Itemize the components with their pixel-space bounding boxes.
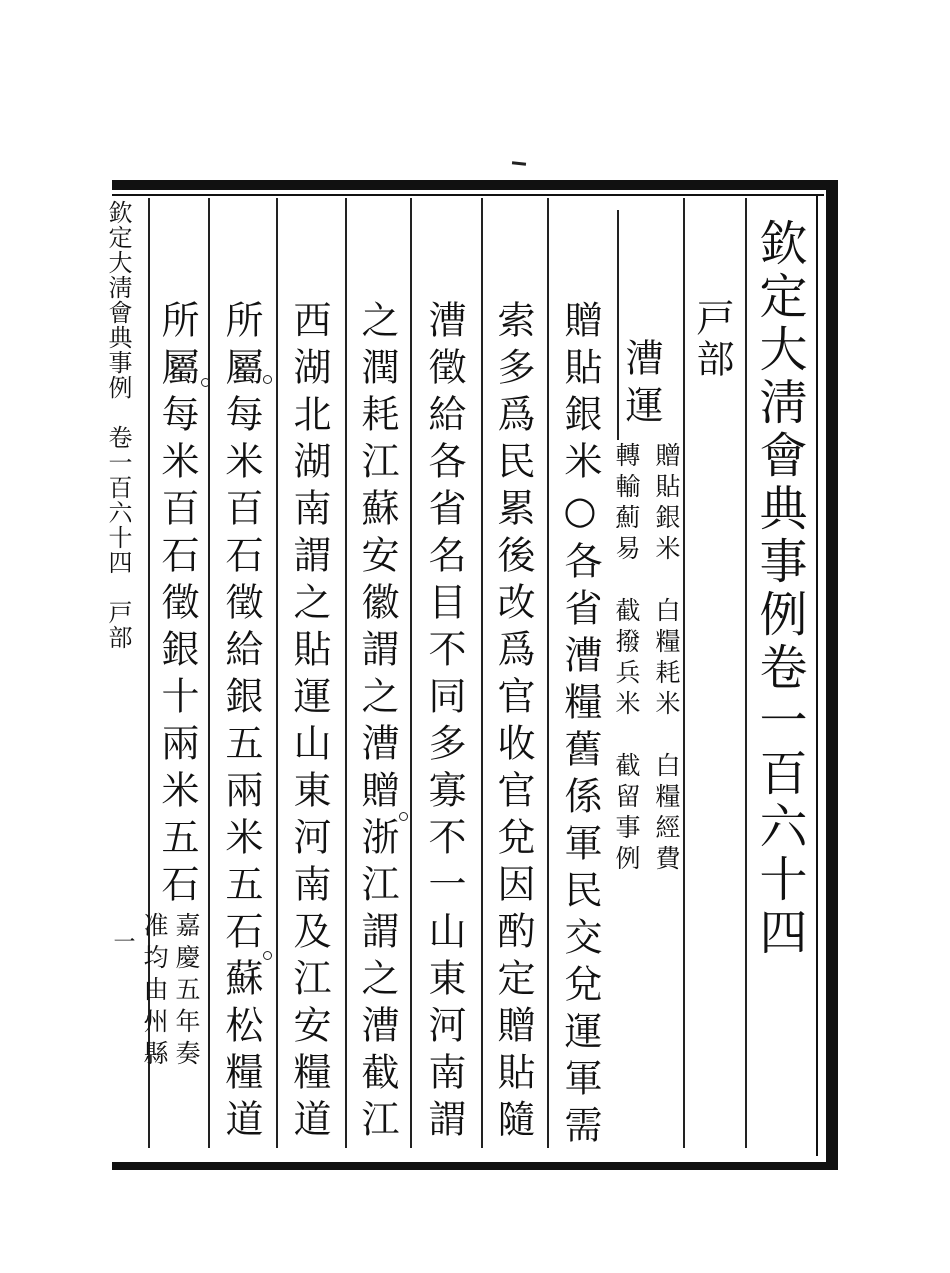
column-rule xyxy=(276,198,278,1148)
note-left: 准均由州縣 xyxy=(140,912,169,1072)
frame-top-inner-border xyxy=(112,194,824,196)
frame-right-border xyxy=(826,180,838,1170)
text-column-2: 索多爲民累後改爲官收官兌因酌定贈貼隨 xyxy=(491,300,535,1146)
note-right: 嘉慶五年奏 xyxy=(172,912,201,1072)
text-column-5: 西湖北湖南謂之貼運山東河南及江安糧道 xyxy=(287,300,331,1146)
heading-sub-left: 轉輸薊易 截撥兵米 截留事例 xyxy=(612,442,641,876)
punctuation-circle xyxy=(263,375,272,384)
punctuation-circle xyxy=(263,951,272,960)
column-rule xyxy=(745,198,747,1148)
frame-top-border xyxy=(112,180,838,190)
frame-bottom-border xyxy=(112,1162,838,1170)
column-rule xyxy=(683,198,685,1148)
column-rule xyxy=(481,198,483,1148)
text-column-1: 贈貼銀米○各省漕糧舊係軍民交兌運軍需 xyxy=(558,300,602,1152)
text-column-4: 之潤耗江蘇安徽謂之漕贈浙江謂之漕截江 xyxy=(355,300,399,1146)
text-column-6: 所屬每米百石徵給銀五兩米五石蘇松糧道 xyxy=(219,300,263,1146)
book-title: 欽定大淸會典事例卷一百六十四 xyxy=(751,218,807,960)
text-column-7: 所屬每米百石徵銀十兩米五石 xyxy=(155,300,199,911)
heading-main: 漕運 xyxy=(619,338,663,432)
punctuation-circle xyxy=(201,378,210,387)
margin-spine-text: 欽定大淸會典事例 卷一百六十四 戸部 xyxy=(104,200,132,650)
column-rule xyxy=(547,198,549,1148)
text-column-3: 漕徵給各省名目不同多寡不一山東河南謂 xyxy=(422,300,466,1146)
folio-number: 一 xyxy=(110,930,135,956)
ink-mark xyxy=(512,161,526,165)
frame-right-inner-border xyxy=(816,194,818,1156)
column-rule xyxy=(345,198,347,1148)
punctuation-circle xyxy=(399,812,408,821)
heading-sub-right: 贈貼銀米 白糧耗米 白糧經費 xyxy=(652,442,681,876)
section-heading: 戸部 xyxy=(690,298,734,380)
column-rule xyxy=(410,198,412,1148)
column-rule xyxy=(208,198,210,1148)
